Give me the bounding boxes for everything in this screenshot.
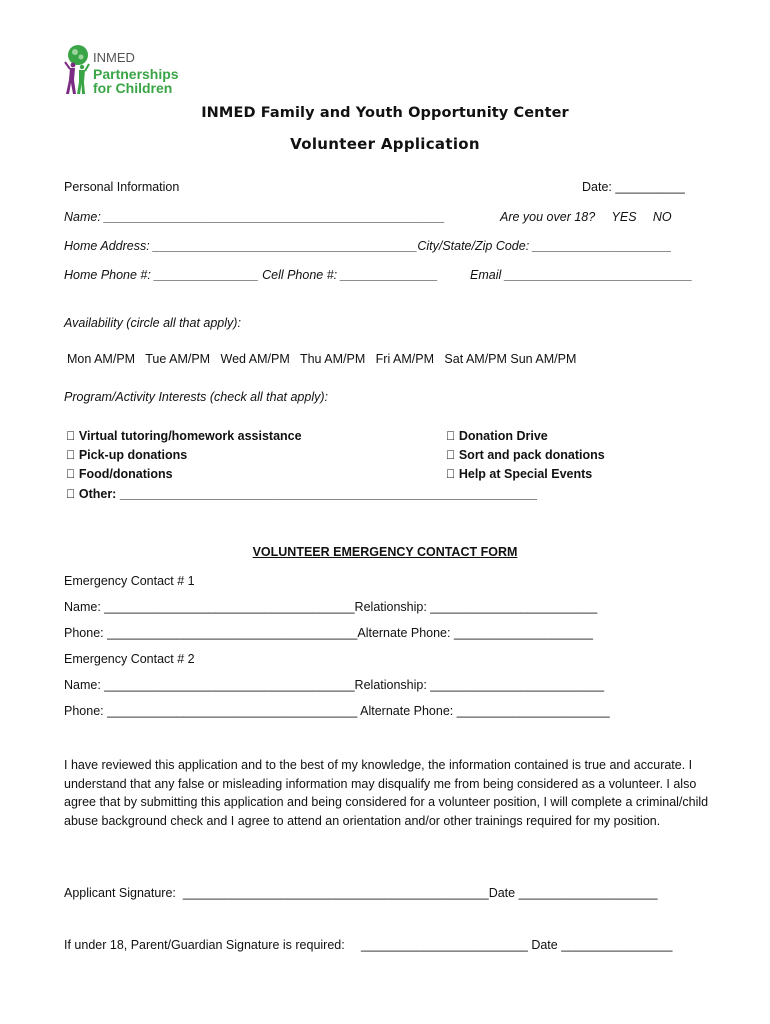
interest-special-events[interactable]: Help at Special Events <box>446 467 587 481</box>
interest-other[interactable]: Other: ____________________________________________________________ <box>66 487 532 501</box>
availability-days[interactable]: Mon AM/PM Tue AM/PM Wed AM/PM Thu AM/PM Fri AM/PM Sat AM/PM Sun AM/PM <box>67 352 577 366</box>
email-field[interactable]: Email ___________________________ <box>470 268 693 282</box>
guardian-signature-label: If under 18, Parent/Guardian Signature is required: <box>64 938 345 952</box>
guardian-signature-field[interactable]: ________________________ Date ________________ <box>361 938 673 952</box>
inmed-logo <box>60 44 190 96</box>
interest-food-donations[interactable]: Food/donations <box>66 467 167 481</box>
logo-line-for-children: for Children <box>93 80 173 96</box>
interest-virtual-tutoring[interactable]: Virtual tutoring/homework assistance <box>66 429 296 443</box>
over-18-field[interactable]: Are you over 18? YES NO <box>500 210 660 224</box>
applicant-signature-field[interactable]: Applicant Signature: ____________________________________________Date ____________________ <box>64 886 658 900</box>
interest-pickup-donations[interactable]: Pick-up donations <box>66 448 182 462</box>
date-field[interactable]: Date: __________ <box>582 180 685 194</box>
contact-1-phone-field[interactable]: Phone: ____________________________________Alternate Phone: ____________________ <box>64 626 593 640</box>
org-title: INMED Family and Youth Opportunity Center <box>201 105 569 121</box>
contact-2-name-field[interactable]: Name: ____________________________________Relationship: _________________________ <box>64 678 605 692</box>
contact-2-phone-field[interactable]: Phone: ____________________________________ Alternate Phone: ______________________ <box>64 704 610 718</box>
logo-figures-icon <box>60 44 92 96</box>
home-phone-field[interactable]: Home Phone #: _______________ Cell Phone #: ______________ <box>64 268 438 282</box>
availability-label: Availability (circle all that apply): <box>64 316 241 330</box>
logo-line-inmed: INMED <box>93 50 135 65</box>
emergency-contact-2-label: Emergency Contact # 2 <box>64 652 195 666</box>
interest-sort-pack[interactable]: Sort and pack donations <box>446 448 599 462</box>
home-address-field[interactable]: Home Address: ______________________________________City/State/Zip Code: ____________________ <box>64 239 672 253</box>
personal-information-label: Personal Information <box>64 180 180 194</box>
logo-line-partnerships: Partnerships <box>93 66 179 82</box>
form-title: Volunteer Application <box>290 135 480 153</box>
emergency-heading: VOLUNTEER EMERGENCY CONTACT FORM <box>252 545 518 559</box>
contact-1-name-field[interactable]: Name: ____________________________________Relationship: ________________________ <box>64 600 598 614</box>
emergency-contact-1-label: Emergency Contact # 1 <box>64 574 195 588</box>
interest-donation-drive[interactable]: Donation Drive <box>446 429 542 443</box>
interests-label: Program/Activity Interests (check all that apply): <box>64 390 328 404</box>
name-field[interactable]: Name: _________________________________________________ <box>64 210 445 224</box>
agreement-statement: I have reviewed this application and to the best of my knowledge, the information contained is true and accurate. I understand that any false or misleading information may disqualify me from being considered as a volunteer. I also agree that by submitting this application and being considered for a volunteer position, I will complete a criminal/child abuse background check and I agree to attend an orientation and/or other trainings required for my position. <box>64 758 709 828</box>
